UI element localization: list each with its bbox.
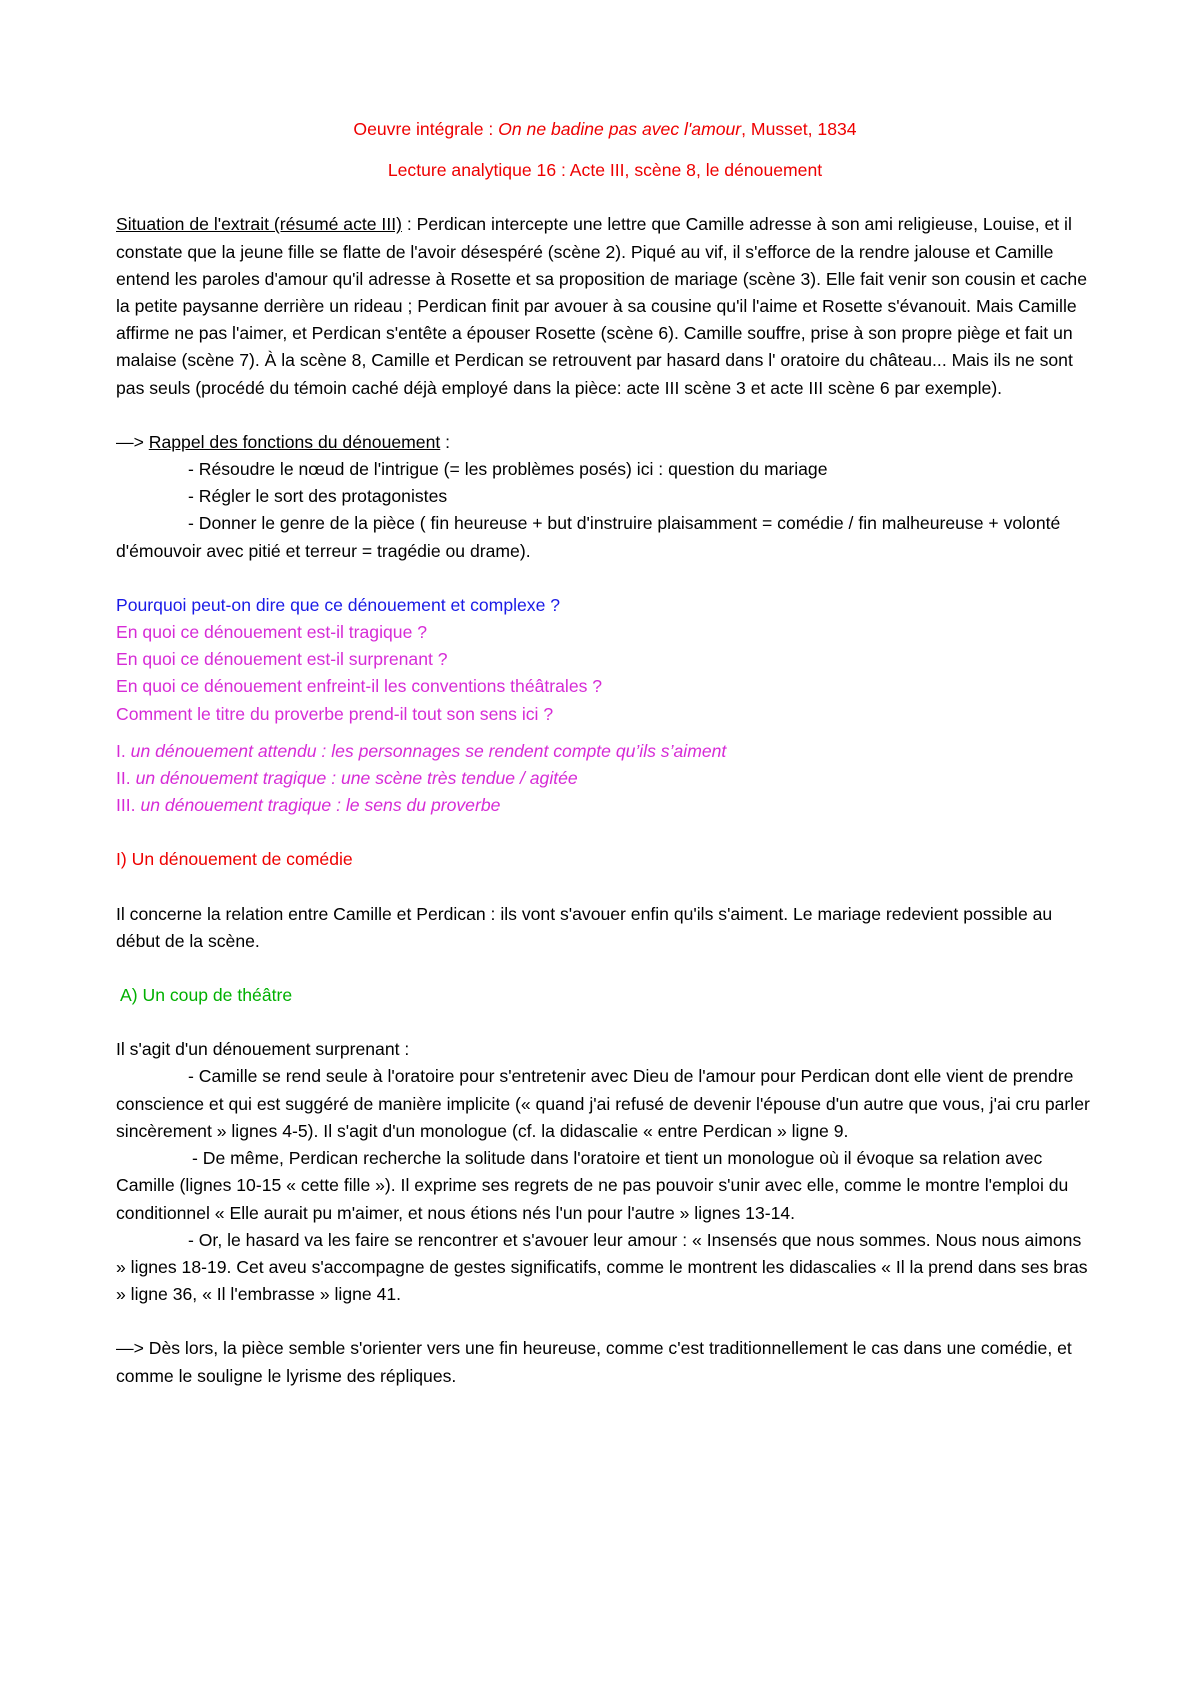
part1-lead: Il s'agit d'un dénouement surprenant :	[116, 1039, 410, 1060]
argument-point: - Or, le hasard va les faire se rencontrer et s'avouer leur amour : « Insensés que nous sommes. Nous nous aimons » lignes 18-19. Cet aveu s'accompagne de gestes significatifs, comme le montrent les didascalies « Il la prend dans ses bras » ligne 36, « Il l'embrasse » ligne 41.	[116, 1229, 1088, 1305]
part1-title: I) Un dénouement de comédie	[116, 849, 353, 870]
plan-text: un dénouement tragique : une scène très tendue / agitée	[135, 768, 578, 789]
sub-question: En quoi ce dénouement est-il tragique ?	[116, 622, 428, 643]
title-suffix: , Musset, 1834	[741, 119, 857, 139]
document-title	[116, 116, 1094, 143]
arrow-icon: —>	[116, 431, 149, 452]
document-page	[116, 116, 1094, 1390]
situation-paragraph	[116, 211, 1094, 401]
situation-label: Situation de l'extrait (résumé acte III)	[116, 214, 402, 235]
rappel-colon: :	[440, 431, 451, 452]
plan-item	[116, 792, 1094, 819]
part1-conclusion: —> Dès lors, la pièce semble s'orienter vers une fin heureuse, comme c'est traditionnellement le cas dans une comédie, et comme le souligne le lyrisme des répliques.	[116, 1338, 1072, 1386]
rappel-item: - Donner le genre de la pièce ( fin heureuse + but d'instruire plaisamment = comédie / fin malheureuse + volonté d'émouvoir avec pitié et terreur = tragédie ou drame).	[116, 513, 1061, 561]
argument-point: - Camille se rend seule à l'oratoire pour s'entretenir avec Dieu de l'amour pour Perdican dont elle vient de prendre conscience et qui est suggéré de manière implicite (« quand j'ai refusé de devenir l'épouse d'un autre que vous, j'ai cru parler sincèrement » lignes 4-5). Il s'agit d'un monologue (cf. la didascalie « entre Perdican » ligne 9.	[116, 1066, 1090, 1141]
plan-item	[116, 738, 1094, 765]
sub-question: Comment le titre du proverbe prend-il tout son sens ici ?	[116, 703, 554, 724]
rappel-item: - Régler le sort des protagonistes	[188, 486, 448, 507]
plan-text: un dénouement attendu : les personnages se rendent compte qu’ils s’aiment	[130, 740, 727, 761]
rappel-label: Rappel des fonctions du dénouement	[148, 431, 441, 452]
title-prefix: Oeuvre intégrale :	[353, 119, 499, 139]
document-subtitle: Lecture analytique 16 : Acte III, scène 8, le dénouement	[387, 160, 823, 181]
plan-number: II.	[116, 768, 136, 789]
situation-text: : Perdican intercepte une lettre que Camille adresse à son ami religieuse, Louise, et il constate que la jeune fille se flatte de l'avoir désespéré (scène 2). Piqué au vif, il s'efforce de la rendre jalouse et Camille entend les paroles d'amour qu'il adresse à Rosette et sa proposition de mariage (scène 3). Elle fait venir son cousin et cache la petite paysanne derrière un rideau ; Perdican finit par avouer à sa cousine qu'il l'aime et Rosette s'évanouit. Mais Camille affirme ne pas l'aimer, et Perdican s'entête a épouser Rosette (scène 6). Camille souffre, prise à son propre piège et fait un malaise (scène 7). À la scène 8, Camille et Perdican se retrouvent par hasard dans l' oratoire du château... Mais ils ne sont pas seuls (procédé du témoin caché déjà employé dans la pièce: acte III scène 3 et acte III scène 6 par exemple).	[116, 214, 1088, 398]
plan-text: un dénouement tragique : le sens du proverbe	[140, 795, 501, 816]
work-title: On ne badine pas avec l'amour	[498, 119, 742, 139]
rappel-item: - Résoudre le nœud de l'intrigue (= les problèmes posés) ici : question du mariage	[188, 459, 828, 480]
sub-question: En quoi ce dénouement est-il surprenant ?	[116, 649, 448, 670]
part1-subtitle: A) Un coup de théâtre	[120, 985, 293, 1006]
part1-intro: Il concerne la relation entre Camille et Perdican : ils vont s'avouer enfin qu'ils s'aiment. Le mariage redevient possible au début de la scène.	[116, 903, 1053, 951]
main-question: Pourquoi peut-on dire que ce dénouement et complexe ?	[116, 594, 561, 615]
plan-number: I.	[116, 740, 131, 761]
sub-question: En quoi ce dénouement enfreint-il les conventions théâtrales ?	[116, 676, 603, 697]
plan-item	[116, 765, 1094, 792]
argument-point: - De même, Perdican recherche la solitude dans l'oratoire et tient un monologue où il évoque sa relation avec Camille (lignes 10-15 « cette fille »). Il exprime ses regrets de ne pas pouvoir s'unir avec elle, comme le montre l'emploi du conditionnel « Elle aurait pu m'aimer, et nous étions nés l'un pour l'autre » lignes 13-14.	[116, 1148, 1069, 1223]
plan-number: III.	[116, 795, 141, 816]
rappel-heading	[116, 429, 1094, 456]
